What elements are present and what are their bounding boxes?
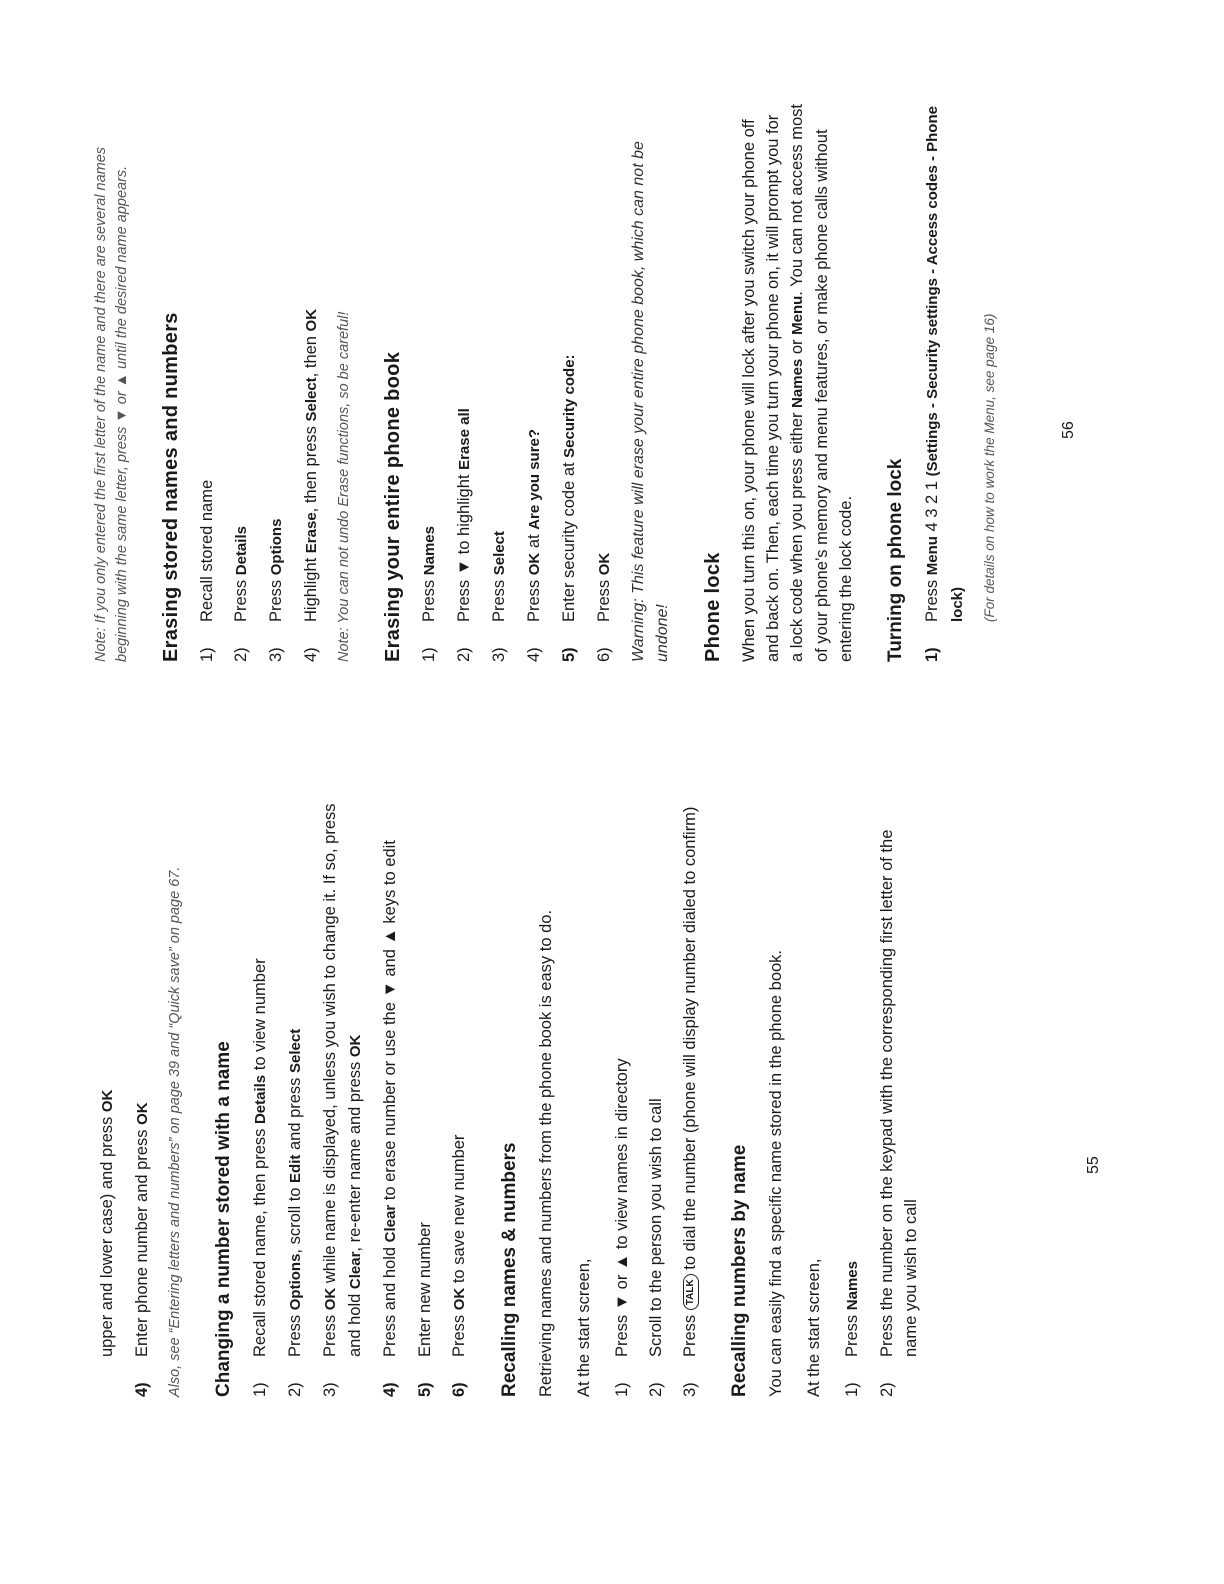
step-text: , scroll to xyxy=(286,1182,304,1254)
section-title-erasing: Erasing stored names and numbers xyxy=(160,312,182,662)
keyword: OK xyxy=(451,1287,468,1311)
step-continued xyxy=(95,792,120,1397)
keyword: Details xyxy=(252,1074,269,1125)
keyword: Options xyxy=(268,518,285,576)
keyword: Select xyxy=(491,531,508,576)
step-text: Press xyxy=(232,575,250,622)
keyword: OK xyxy=(322,1287,339,1311)
page-55-column xyxy=(95,792,933,1397)
keyword: Erase xyxy=(303,512,320,554)
section-title-turning-on: Turning on phone lock xyxy=(885,458,906,662)
step-number: 2) xyxy=(647,1382,665,1397)
step-number: 3) xyxy=(267,647,285,662)
changing-step-6 xyxy=(447,792,472,1397)
erase-all-step-3 xyxy=(487,102,512,662)
step-4 xyxy=(130,792,155,1397)
recalling-step-3 xyxy=(678,792,702,1397)
step-text: Enter security code at xyxy=(560,457,578,622)
step-number: 2) xyxy=(878,1382,896,1397)
keyword: Clear xyxy=(347,1251,364,1290)
step-number: 1) xyxy=(251,1382,269,1397)
recalling-step-1 xyxy=(610,792,634,1397)
by-name-step-2 xyxy=(875,792,923,1397)
keyword: (Settings - Security settings - Access codes - Phone lock) xyxy=(924,106,966,622)
keyword: Security code: xyxy=(561,354,578,458)
recalling-step-2 xyxy=(644,792,668,1397)
section-title-changing: Changing a number stored with a name xyxy=(213,1041,234,1397)
step-text: Press xyxy=(420,575,438,622)
erase-all-warning: Warning: This feature will erase your entire phone book, which can not be undone! xyxy=(630,141,671,662)
erasing-step-4 xyxy=(299,102,324,662)
step-text: Press xyxy=(490,575,508,622)
erasing-step-1 xyxy=(195,102,219,662)
step-number: 6) xyxy=(450,1382,468,1397)
keyword: Erase all xyxy=(456,408,473,470)
changing-step-3 xyxy=(318,792,368,1397)
also-see-note: Also, see “Entering letters and numbers” on page 39 and “Quick save” on page 67. xyxy=(167,866,183,1397)
changing-step-4 xyxy=(378,792,403,1397)
step-number: 5) xyxy=(416,1382,434,1397)
section-title-phone-lock: Phone lock xyxy=(702,552,724,662)
step-text: , then press xyxy=(302,421,320,513)
step-text: Press xyxy=(286,1310,304,1357)
step-text: , re-enter name and press xyxy=(346,1057,364,1252)
step-number: 1) xyxy=(843,1382,861,1397)
step-number: 1) xyxy=(923,647,941,662)
keyword: OK xyxy=(99,1089,116,1113)
step-text: upper and lower case) and press xyxy=(98,1112,116,1357)
section-title-erase-all: Erasing your entire phone book xyxy=(382,351,404,662)
keyword: OK xyxy=(303,308,320,332)
step-text: Press xyxy=(843,1310,861,1357)
keyword: Names xyxy=(421,526,438,576)
changing-step-2 xyxy=(283,792,308,1397)
keyword: Names xyxy=(844,1261,861,1311)
step-number: 4) xyxy=(302,647,320,662)
erase-all-step-6 xyxy=(592,102,617,662)
keyword: Menu xyxy=(924,536,941,576)
step-text: and press xyxy=(286,1072,304,1155)
step-text: , then xyxy=(302,331,320,378)
recalling-intro: Retrieving names and numbers from the phone book is easy to do. xyxy=(537,909,555,1397)
keyword: Clear xyxy=(382,1204,399,1243)
step-number: 4) xyxy=(525,647,543,662)
keyword: Select xyxy=(287,1028,304,1073)
keyword: Options xyxy=(287,1253,304,1311)
keyword: OK xyxy=(134,1102,151,1125)
keyword: Edit xyxy=(287,1154,304,1183)
keyword: Names xyxy=(789,358,806,408)
step-text: Press xyxy=(267,575,285,622)
talk-key-icon: TALK xyxy=(683,1274,699,1310)
step-text: Press xyxy=(450,1310,468,1357)
recalling-start: At the start screen, xyxy=(575,1258,593,1397)
step-number: 1) xyxy=(198,647,216,662)
keyword: Select xyxy=(303,377,320,422)
erase-all-step-5 xyxy=(557,102,582,662)
menu-details-note: (For details on how to work the Menu, see page 16) xyxy=(982,313,997,622)
by-name-step-1 xyxy=(840,792,865,1397)
step-text: Highlight xyxy=(302,553,320,622)
step-number: 5) xyxy=(560,647,578,662)
keyword: Menu xyxy=(789,295,806,335)
erase-all-step-1 xyxy=(417,102,442,662)
changing-step-5 xyxy=(413,792,437,1397)
step-text: at xyxy=(525,529,543,553)
paragraph-text: . You can not access most of your phone’s memory and menu features, or make phone calls without entering the lock code. xyxy=(788,104,855,662)
step-text: Press xyxy=(923,575,941,622)
step-number: 1) xyxy=(420,647,438,662)
page-number-55: 55 xyxy=(1085,1156,1102,1174)
section-title-recalling: Recalling names & numbers xyxy=(499,1142,520,1397)
step-number: 2) xyxy=(286,1382,304,1397)
step-text: Press ▼ to highlight xyxy=(455,469,473,622)
first-letter-note: Note: If you only entered the first letter of the name and there are several names beginning with the same letter, press ▼ or ▲ until the desired name appears. xyxy=(93,146,130,662)
step-text: Press ▼ or ▲ to view names in directory xyxy=(613,1058,631,1357)
keyword: Details xyxy=(233,526,250,576)
step-text: to erase number or use the ▼ and ▲ keys to edit xyxy=(381,840,399,1205)
page-56-column xyxy=(85,102,1012,662)
step-number: 6) xyxy=(595,647,613,662)
step-text: Press xyxy=(595,575,613,622)
turning-on-step-1 xyxy=(920,102,970,662)
keyword: OK xyxy=(347,1034,364,1058)
section-title-by-name: Recalling numbers by name xyxy=(729,1144,750,1397)
erasing-step-3 xyxy=(264,102,289,662)
step-number: 2) xyxy=(232,647,250,662)
step-text: Press xyxy=(321,1310,339,1357)
erase-all-step-4 xyxy=(522,102,547,662)
step-text: Recall stored name xyxy=(198,479,216,622)
step-text: Press the number on the keypad with the corresponding first letter of the name you wish to call xyxy=(878,829,920,1357)
keyword: OK xyxy=(526,552,543,576)
step-number: 2) xyxy=(455,647,473,662)
erase-undo-note: Note: You can not undo Erase functions, so be careful! xyxy=(336,311,352,662)
step-number: 3) xyxy=(490,647,508,662)
paragraph-text: When you turn this on, your phone will lock after you switch your phone off and back on. Then, each time you turn your phone on, it will prompt you for a lock code when you press either xyxy=(740,114,806,662)
step-text: 4 3 2 1 xyxy=(923,476,941,537)
page-number-56: 56 xyxy=(1060,421,1077,439)
step-number: 4) xyxy=(133,1382,151,1397)
step-text: Press xyxy=(525,575,543,622)
step-text: Enter phone number and press xyxy=(133,1124,151,1357)
step-text: Recall stored name, then press xyxy=(251,1124,269,1357)
by-name-intro: You can easily find a specific name stored in the phone book. xyxy=(767,949,785,1397)
erase-all-step-2 xyxy=(452,102,477,662)
step-number: 3) xyxy=(681,1382,699,1397)
step-text: while name is displayed, unless you wish to change it. If so, press and hold xyxy=(321,803,364,1357)
step-text: to dial the number (phone will display number dialed to confirm) xyxy=(681,806,699,1275)
keyword: Are you sure? xyxy=(526,428,543,530)
by-name-start: At the start screen, xyxy=(805,1258,823,1397)
erasing-step-2 xyxy=(229,102,254,662)
changing-step-1 xyxy=(248,792,273,1397)
paragraph-text: or xyxy=(788,334,806,359)
step-text: Press xyxy=(681,1310,699,1357)
step-number: 1) xyxy=(613,1382,631,1397)
step-text: Press and hold xyxy=(381,1242,399,1357)
step-text: to save new number xyxy=(450,1134,468,1288)
step-text: Enter new number xyxy=(416,1222,434,1357)
step-number: 3) xyxy=(321,1382,339,1397)
step-number: 4) xyxy=(381,1382,399,1397)
step-text: to view number xyxy=(251,958,269,1075)
phone-lock-paragraph xyxy=(737,102,858,662)
step-text: Scroll to the person you wish to call xyxy=(647,1098,665,1357)
keyword: OK xyxy=(596,552,613,576)
